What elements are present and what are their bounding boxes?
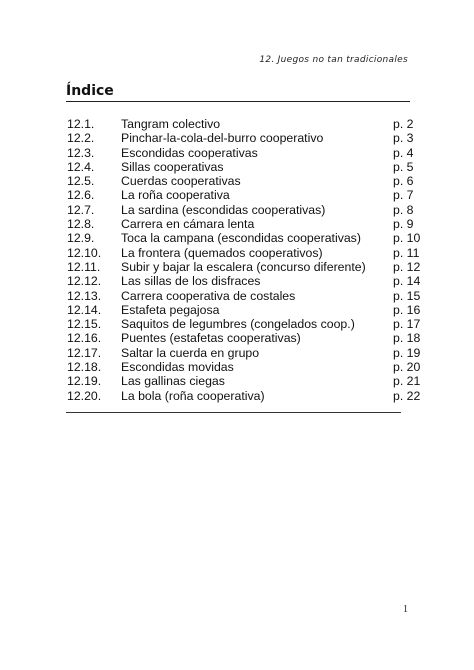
toc-entry-page: p. 16 <box>393 302 421 317</box>
toc-entry-number: 12.4. <box>67 159 95 174</box>
toc-entry-number: 12.5. <box>67 174 95 189</box>
toc-entry <box>67 245 420 260</box>
toc-entry-title: Pinchar-la-cola-del-burro cooperativo <box>121 131 324 146</box>
toc-entry-number: 12.6. <box>67 188 95 203</box>
toc-entry-title: Saltar la cuerda en grupo <box>121 345 260 360</box>
toc-entry <box>67 374 421 389</box>
toc-entry-page: p. 6 <box>393 174 414 189</box>
toc-entry-title: Tangram colectivo <box>121 117 221 131</box>
toc-entry-page: p. 11 <box>393 245 420 260</box>
toc-entry <box>67 388 421 403</box>
toc-entry-number: 12.20. <box>67 388 102 403</box>
toc-entry-title: La bola (roña cooperativa) <box>121 388 265 403</box>
toc-entry-number: 12.11. <box>67 259 101 274</box>
toc-entry <box>67 188 417 202</box>
toc-entry-title: Subir y bajar la escalera (concurso diferente) <box>121 259 366 274</box>
toc-entry-page: p. 12 <box>393 259 421 274</box>
toc-entry <box>67 360 421 375</box>
toc-entry-number: 12.13. <box>67 288 102 303</box>
toc-entry <box>67 131 417 145</box>
toc-entry-page: p. 2 <box>393 117 414 131</box>
toc-entry <box>67 317 421 332</box>
running-header: 12. Juegos no tan tradicionales <box>259 55 408 65</box>
toc-entry <box>67 331 421 346</box>
toc-entry <box>67 203 417 217</box>
title-underline <box>66 101 410 102</box>
toc-entry <box>67 217 417 231</box>
toc-entry-page: p. 9 <box>393 217 414 232</box>
toc-entry-page: p. 20 <box>393 360 421 375</box>
toc-entry-page: p. 18 <box>393 331 421 346</box>
toc-entry-number: 12.19. <box>67 374 102 389</box>
page-number: 1 <box>403 604 408 615</box>
toc-entry-number: 12.16. <box>67 331 102 346</box>
toc-entry-number: 12.2. <box>67 131 95 146</box>
toc-entry-page: p. 5 <box>393 159 414 174</box>
toc-entry <box>67 231 421 246</box>
toc-entry-page: p. 8 <box>393 202 414 217</box>
toc-entry <box>67 174 417 188</box>
toc-entry-number: 12.15. <box>67 317 102 332</box>
toc-entry <box>67 146 417 160</box>
toc-entry-page: p. 19 <box>393 345 421 360</box>
toc-entry-page: p. 10 <box>393 231 421 246</box>
toc-entry-page: p. 21 <box>393 374 421 389</box>
toc-entry-number: 12.7. <box>67 202 95 217</box>
toc-entry-page: p. 17 <box>393 317 421 332</box>
toc-entry <box>67 160 417 174</box>
toc-entry <box>67 302 421 317</box>
toc-entry-title: La frontera (quemados cooperativos) <box>121 245 323 260</box>
toc-entry-number: 12.18. <box>67 360 102 375</box>
toc-entry-title: Las sillas de los disfraces <box>121 274 261 289</box>
toc-entry-title: Escondidas movidas <box>121 360 234 375</box>
toc-entry-title: La roña cooperativa <box>121 188 230 203</box>
toc-entry-title: Estafeta pegajosa <box>121 302 220 317</box>
toc-entry-page: p. 4 <box>393 145 414 160</box>
toc-entry <box>67 288 421 303</box>
toc-entry-title: Las gallinas ciegas <box>121 374 225 389</box>
toc-entry-number: 12.1. <box>67 117 95 131</box>
toc-entry-number: 12.12. <box>67 274 102 289</box>
toc-entry-page: p. 3 <box>393 131 414 146</box>
toc-entry-number: 12.3. <box>67 145 95 160</box>
toc-entry-number: 12.10. <box>67 245 102 260</box>
toc-entry-title: Toca la campana (escondidas cooperativas) <box>121 231 361 246</box>
table-of-contents <box>67 117 421 403</box>
toc-entry <box>67 117 417 131</box>
toc-entry-title: Escondidas cooperativas <box>121 145 258 160</box>
toc-entry-page: p. 22 <box>393 388 421 403</box>
toc-entry-title: Saquitos de legumbres (congelados coop.) <box>121 317 355 332</box>
toc-entry-title: Carrera cooperativa de costales <box>121 288 296 303</box>
toc-entry-number: 12.8. <box>67 217 95 232</box>
toc-entry-title: Puentes (estafetas cooperativas) <box>121 331 301 346</box>
toc-entry-page: p. 14 <box>393 274 421 289</box>
toc-entry-number: 12.17. <box>67 345 102 360</box>
toc-entry-title: Cuerdas cooperativas <box>121 174 241 189</box>
toc-entry <box>67 259 421 274</box>
toc-entry-page: p. 7 <box>393 188 414 203</box>
toc-entry <box>67 274 421 289</box>
toc-entry <box>67 345 421 360</box>
toc-entry-title: Sillas cooperativas <box>121 159 224 174</box>
toc-entry-title: Carrera en cámara lenta <box>121 217 255 232</box>
toc-entry-page: p. 15 <box>393 288 421 303</box>
index-title: Índice <box>66 83 114 99</box>
toc-entry-number: 12.9. <box>67 231 95 246</box>
toc-entry-title: La sardina (escondidas cooperativas) <box>121 202 326 217</box>
toc-entry-number: 12.14. <box>67 302 102 317</box>
toc-bottom-rule <box>66 412 401 413</box>
